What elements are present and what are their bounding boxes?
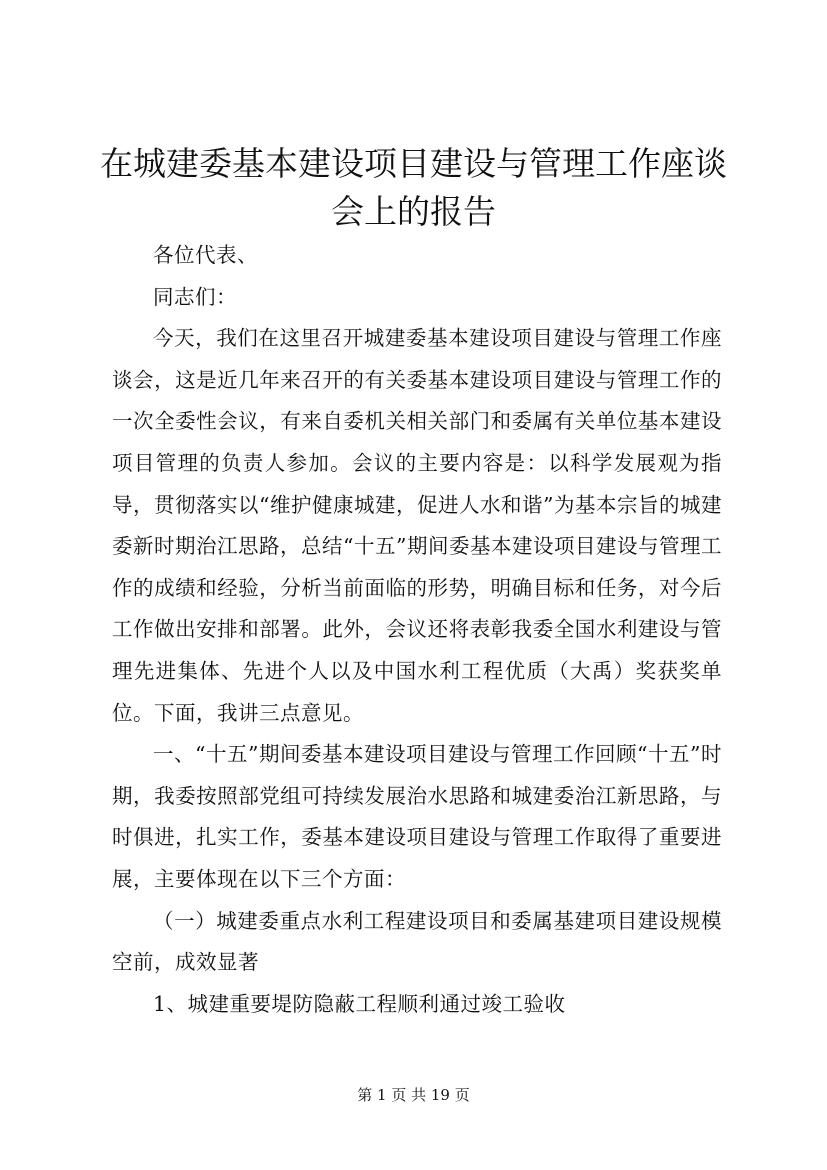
- subsection-1-heading: （一）城建委重点水利工程建设项目和委属基建项目建设规模空前，成效显著: [112, 908, 722, 975]
- salutation-representatives: 各位代表、: [153, 243, 258, 267]
- opening-paragraph: 今天，我们在这里召开城建委基本建设项目建设与管理工作座谈会，这是近几年来召开的有关委基本建设项目建设与管理工作的一次全委性会议，有来自委机关相关部门和委属有关单位基本建设项目管理的负责人参加。会议的主要内容是：以科学发展观为指导，贯彻落实以“维护健康城建，促进人水和谐”为基本宗旨的城建委新时期治江思路，总结“十五”期间委基本建设项目建设与管理工作的成绩和经验，分析当前面临的形势，明确目标和任务，对今后工作做出安排和部署。此外，会议还将表彰我委全国水利建设与管理先进集体、先进个人以及中国水利工程优质（大禹）奖获奖单位。下面，我讲三点意见。: [112, 326, 722, 725]
- salutation-comrades: 同志们：: [153, 284, 237, 309]
- document-body: [112, 235, 722, 1025]
- page-number-footer: 第 1 页 共 19 页: [357, 1086, 470, 1104]
- document-title: 在城建委基本建设项目建设与管理工作座谈会上的报告: [100, 144, 727, 231]
- item-1-heading: 1、城建重要堤防隐蔽工程顺利通过竣工验收: [153, 991, 566, 1016]
- section-1-heading-paragraph: 一、“十五”期间委基本建设项目建设与管理工作回顾“十五”时期，我委按照部党组可持续发展治水思路和城建委治江新思路，与时俱进，扎实工作，委基本建设项目建设与管理工作取得了重要进展，主要体现在以下三个方面：: [112, 742, 722, 891]
